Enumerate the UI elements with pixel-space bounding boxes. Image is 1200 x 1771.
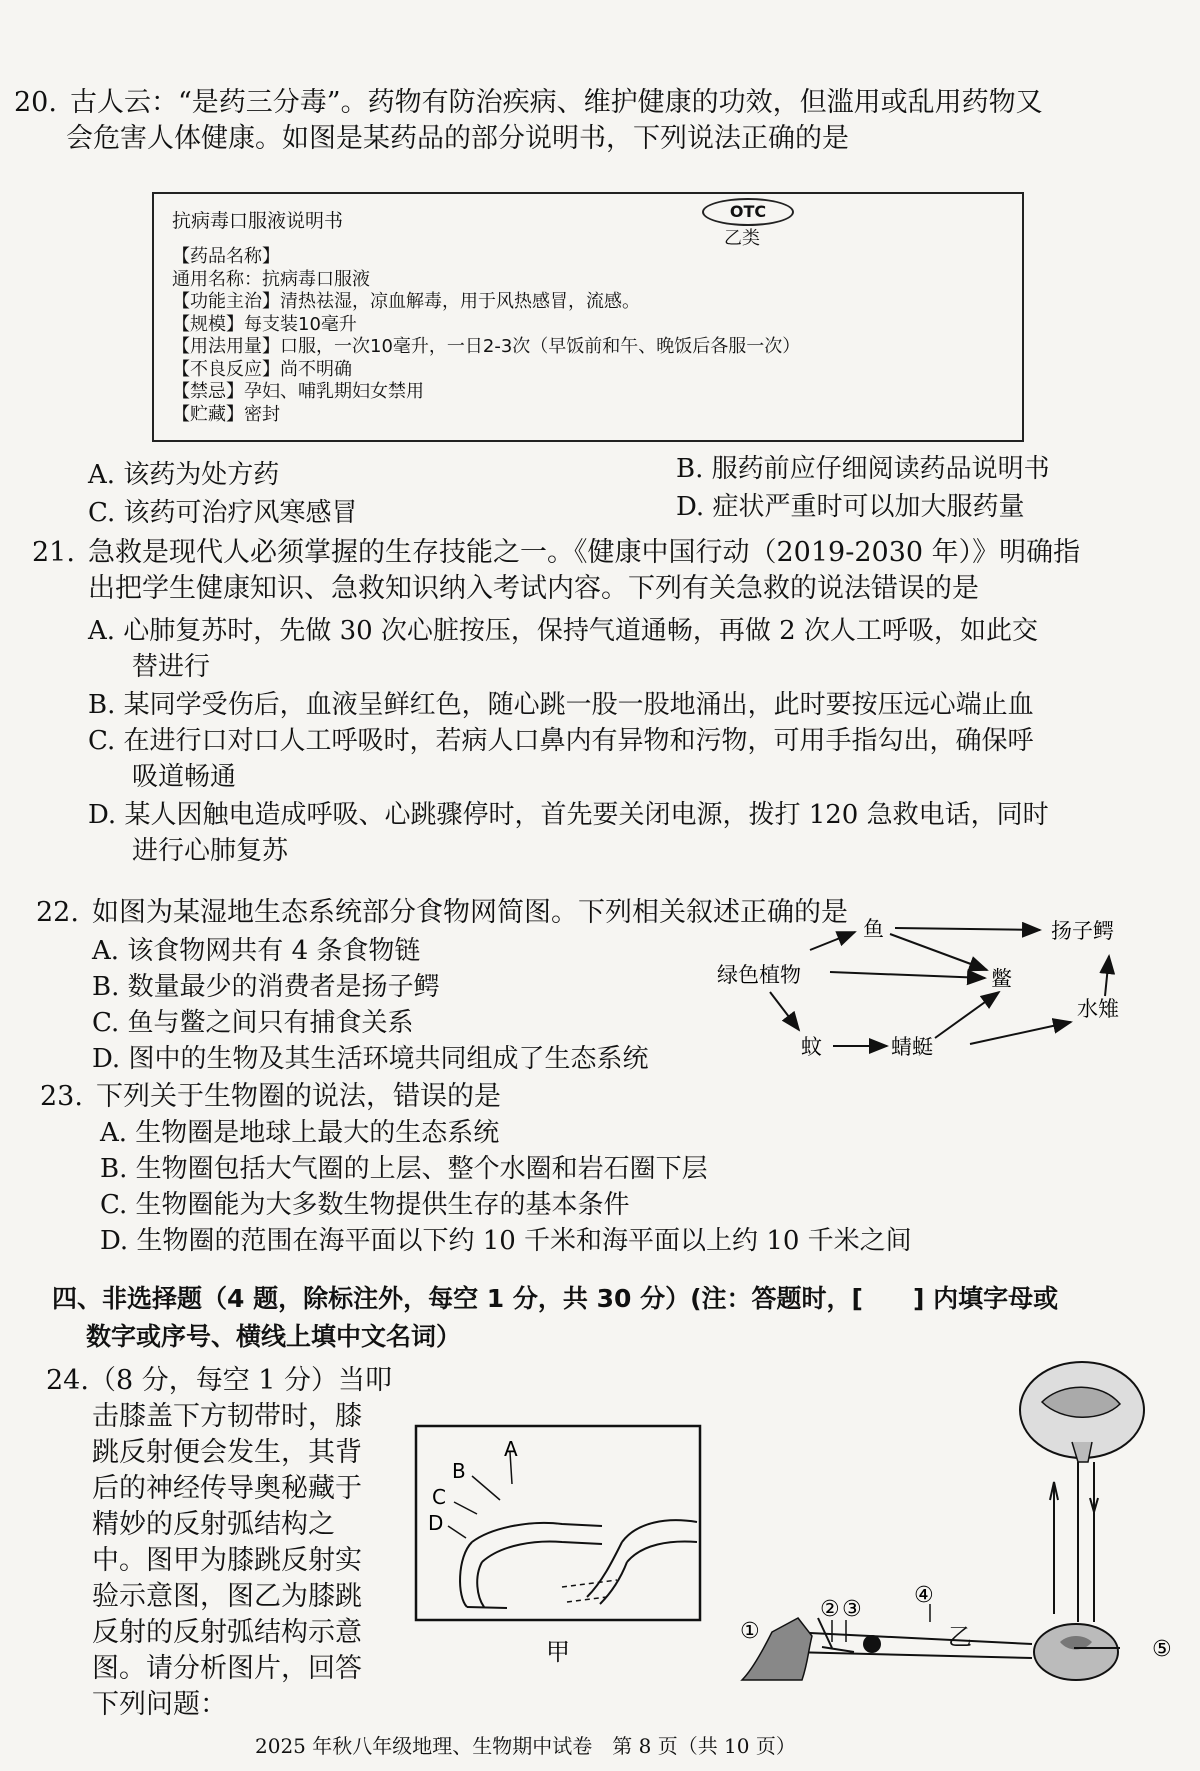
leaflet-title: 抗病毒口服液说明书 (172, 210, 344, 232)
otc-badge: OTC (702, 198, 794, 226)
leaflet-row: 【禁忌】孕妇、哺乳期妇女禁用 (172, 381, 424, 402)
q24-line: 击膝盖下方韧带时，膝 (92, 1401, 362, 1432)
label-c: C (432, 1485, 446, 1509)
figure-jia-knee-jerk (412, 1422, 722, 1672)
q20-line1: 20. 古人云：“是药三分毒”。药物有防治疾病、维护健康的功效，但滥用或乱用药物又 (14, 87, 1043, 118)
q24-line: 后的神经传导奥秘藏于 (92, 1473, 362, 1504)
q22-number: 22. (36, 897, 79, 928)
q22-option-d: D. 图中的生物及其生活环境共同组成了生态系统 (92, 1044, 649, 1074)
caption-yi: 乙 (948, 1623, 972, 1651)
q21-option-a: A. 心肺复苏时，先做 30 次心脏按压，保持气道通畅，再做 2 次人工呼吸，如此交 (88, 616, 1038, 646)
q24-number: 24. (46, 1365, 89, 1396)
q20-line2: 会危害人体健康。如图是某药品的部分说明书，下列说法正确的是 (66, 123, 849, 154)
q21-option-d: D. 某人因触电造成呼吸、心跳骤停时，首先要关闭电源，拨打 120 急救电话，同时 (88, 800, 1049, 830)
page-footer: 2025 年秋八年级地理、生物期中试卷 第 8 页（共 10 页） (255, 1734, 796, 1758)
q24-line: 反射的反射弧结构示意 (92, 1617, 362, 1648)
q22-option-c: C. 鱼与鳖之间只有捕食关系 (92, 1008, 414, 1038)
label-2: ② (820, 1597, 840, 1622)
q24-line: 中。图甲为膝跳反射实 (92, 1545, 362, 1576)
q20-option-a: A. 该药为处方药 (88, 460, 280, 490)
food-web-diagram (715, 912, 1185, 1062)
q23-option-c: C. 生物圈能为大多数生物提供生存的基本条件 (100, 1190, 630, 1220)
q20-option-d: D. 症状严重时可以加大服药量 (676, 492, 1025, 522)
q20-number: 20. (14, 87, 57, 118)
label-1: ① (740, 1619, 760, 1644)
q24-line: 验示意图，图乙为膝跳 (92, 1581, 362, 1612)
section4-header-line2: 数字或序号、横线上填中文名词） (86, 1322, 462, 1351)
label-b: B (452, 1459, 466, 1483)
node-alligator: 扬子鳄 (1051, 919, 1114, 943)
q23-option-a: A. 生物圈是地球上最大的生态系统 (100, 1118, 500, 1148)
medicine-leaflet (152, 192, 1024, 442)
q22-stem: 22. 如图为某湿地生态系统部分食物网简图。下列相关叙述正确的是 (36, 897, 848, 928)
q20-option-b: B. 服药前应仔细阅读药品说明书 (676, 454, 1050, 484)
q24-line0: 24.（8 分，每空 1 分）当叩 (46, 1365, 393, 1396)
node-dragonfly: 蜻蜓 (891, 1035, 933, 1059)
q21-option-d-cont: 进行心肺复苏 (132, 836, 289, 866)
node-fish: 鱼 (863, 917, 884, 941)
node-waterfowl: 水雉 (1077, 997, 1119, 1021)
leaflet-row: 【用法用量】口服，一次10毫升，一日2-3次（早饭前和午、晚饭后各服一次） (172, 336, 801, 357)
q24-line: 跳反射便会发生，其背 (92, 1437, 362, 1468)
q21-option-b: B. 某同学受伤后，血液呈鲜红色，随心跳一股一股地涌出，此时要按压远心端止血 (88, 690, 1034, 720)
leaflet-row: 【贮藏】密封 (172, 403, 280, 425)
label-3: ③ (842, 1597, 862, 1622)
q21-number: 21. (32, 537, 75, 568)
caption-jia: 甲 (546, 1638, 570, 1666)
q21-option-a-cont: 替进行 (132, 652, 211, 682)
leaflet-row: 【不良反应】尚不明确 (172, 358, 352, 380)
q23-number: 23. (40, 1081, 83, 1112)
q20-option-c: C. 该药可治疗风寒感冒 (88, 498, 358, 528)
q24-line: 图。请分析图片，回答 (92, 1653, 362, 1684)
leaflet-row: 【药品名称】 (172, 246, 280, 267)
label-d: D (428, 1511, 444, 1535)
q23-option-b: B. 生物圈包括大气圈的上层、整个水圈和岩石圈下层 (100, 1154, 708, 1184)
section4-header-line1: 四、非选择题（4 题，除标注外，每空 1 分，共 30 分）(注：答题时，[ ] 内填字母或 (52, 1284, 1059, 1313)
q24-line: 下列问题： (92, 1689, 227, 1720)
leaflet-row: 【功能主治】清热祛湿，凉血解毒，用于风热感冒，流感。 (172, 291, 640, 312)
otc-class: 乙类 (724, 228, 760, 249)
leaflet-rows (172, 246, 800, 426)
node-green-plant: 绿色植物 (717, 963, 801, 987)
q21-line2: 出把学生健康知识、急救知识纳入考试内容。下列有关急救的说法错误的是 (88, 573, 979, 604)
q23-option-d: D. 生物圈的范围在海平面以下约 10 千米和海平面以上约 10 千米之间 (100, 1226, 912, 1256)
q21-line1: 21. 急救是现代人必须掌握的生存技能之一。《健康中国行动（2019-2030 年）》明确指 (32, 537, 1081, 568)
q22-option-b: B. 数量最少的消费者是扬子鳄 (92, 972, 440, 1002)
q23-stem: 23. 下列关于生物圈的说法，错误的是 (40, 1081, 501, 1112)
q22-option-a: A. 该食物网共有 4 条食物链 (92, 936, 421, 966)
node-turtle: 鳖 (991, 967, 1012, 991)
leaflet-row: 【规模】每支装10毫升 (172, 313, 357, 335)
q24-line: 精妙的反射弧结构之 (92, 1509, 335, 1540)
leaflet-row: 通用名称：抗病毒口服液 (172, 268, 370, 290)
q21-option-c: C. 在进行口对口人工呼吸时，若病人口鼻内有异物和污物，可用手指勾出，确保呼 (88, 726, 1034, 756)
label-4: ④ (914, 1583, 934, 1608)
q21-option-c-cont: 吸道畅通 (132, 762, 237, 792)
label-5: ⑤ (1152, 1637, 1172, 1662)
label-a: A (504, 1437, 518, 1461)
node-mosquito: 蚊 (801, 1035, 822, 1059)
